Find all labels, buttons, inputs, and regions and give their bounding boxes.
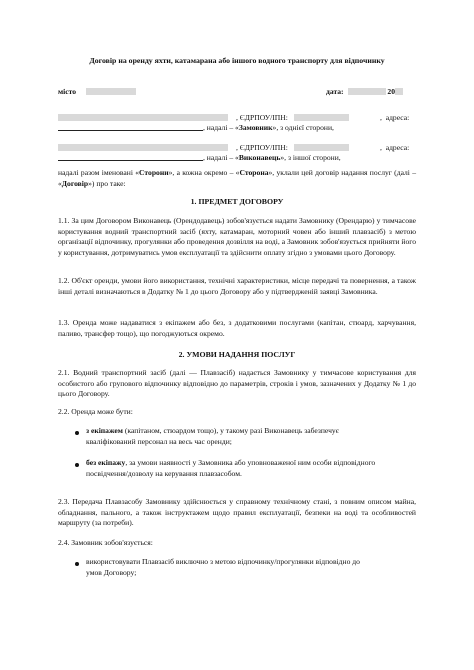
party1-row1 — [58, 113, 228, 122]
party1-role: Замовник — [238, 123, 273, 132]
party2-address-label: адреса: — [385, 143, 410, 152]
party2-edrpou-label: ЄДРПОУ/ІПН: — [239, 143, 288, 152]
city-label: місто — [58, 87, 77, 96]
clause-1-3: 1.3. Оренда може надаватися з екіпажем або без, з додатковими послугами (капітан, стюард, харчування, паливо, трансфер тощо), що погоджуються окремо. — [58, 318, 416, 338]
bullet-dot — [75, 431, 79, 435]
year-prefix: 20 — [387, 87, 395, 96]
city-field[interactable] — [86, 88, 136, 95]
date-field[interactable] — [348, 88, 386, 95]
party1-name-field[interactable] — [58, 114, 228, 121]
section2-title: 2. УМОВИ НАДАННЯ ПОСЛУГ — [178, 350, 296, 359]
city-row — [58, 87, 136, 96]
party1-row2: , надалі – «Замовник», з однієї сторони, — [58, 123, 334, 132]
date-row — [326, 87, 403, 96]
clause-2-1: 2.1. Водний транспортний засіб (далі — Плавзасіб) надається Замовнику у тимчасове користування для особистого або групового відпочинку відповідно до параметрів, строків і умов, зазначених у Додатку № 1 до цього Договору. — [58, 368, 416, 399]
party2-role: Виконавець — [238, 153, 281, 162]
party1-edrpou-field[interactable] — [294, 114, 349, 121]
party2-name-field[interactable] — [58, 144, 228, 151]
party2-edrpou: , ЄДРПОУ/ІПН: — [236, 143, 349, 152]
party2-row1 — [58, 143, 228, 152]
clause-2-4: 2.4. Замовник зобов'язується: — [58, 538, 153, 547]
clause-1-2: 1.2. Об'єкт оренди, умови його використання, технічні характеристики, місце передачі та повернення, а також інші деталі визначаються в Додатку № 1 до цього Договору або у підтвердженій заявці Замовника. — [58, 276, 416, 296]
bullet-dot — [75, 562, 79, 566]
party1-address-label: адреса: — [385, 113, 410, 122]
clause-2-3: 2.3. Передача Плавзасобу Замовнику здійснюється у справному технічному стані, з повним описом майна, обладнання, пального, а також інструктажем щодо правил експлуатації, безпеки на воді та особливостей маршруту (за потреби). — [58, 497, 416, 528]
intro-paragraph: надалі разом іменовані «Сторони», а кожна окремо – «Сторона», уклали цей договір надання послуг (далі – «Договір») про таке: — [58, 168, 416, 188]
party1-edrpou-label: ЄДРПОУ/ІПН: — [239, 113, 288, 122]
bullet-use-purpose: використовувати Плавзасіб виключно з метою відпочинку/прогулянки відповідно до умов Договору; — [86, 557, 360, 577]
party1-edrpou: , ЄДРПОУ/ІПН: — [236, 113, 349, 122]
party2-edrpou-field[interactable] — [294, 144, 349, 151]
party1-address: , адреса: — [380, 113, 410, 122]
date-label: дата: — [326, 87, 344, 96]
bullet-without-crew: без екіпажу, за умови наявності у Замовника або уповноваженої ним особи відповідного посвідчення/дозволу на керування плавзасобом. — [86, 458, 376, 478]
bullet-dot — [75, 463, 79, 467]
bullet-with-crew: з екіпажем (капітаном, стюардом тощо), у такому разі Виконавець забезпечує кваліфікований персонал на весь час оренди; — [86, 426, 339, 446]
year-field[interactable] — [395, 88, 403, 95]
party2-row2: , надалі – «Виконавець», з іншої сторони, — [58, 153, 341, 162]
party1-address-field[interactable] — [58, 123, 203, 131]
clause-1-1: 1.1. За цим Договором Виконавець (Орендодавець) зобов'язується надати Замовнику (Орендарю) у тимчасове користування водний транспортний засіб (яхту, катамаран, моторний човен або інший плавзасіб) з метою організації відпочинку, прогулянки або проведення дозвілля на воді, а Замовник зобов'язується прийняти його у користування, дотримуватись умов експлуатації та здійснити оплату згідно з умовами цього Договору. — [58, 216, 416, 257]
section1-title: 1. ПРЕДМЕТ ДОГОВОРУ — [190, 197, 284, 206]
clause-2-2: 2.2. Оренда може бути: — [58, 407, 133, 416]
document-title: Договір на оренду яхти, катамарана або іншого водного транспорту для відпочинку — [89, 56, 385, 65]
party2-address: , адреса: — [380, 143, 410, 152]
party2-address-field[interactable] — [58, 153, 203, 161]
